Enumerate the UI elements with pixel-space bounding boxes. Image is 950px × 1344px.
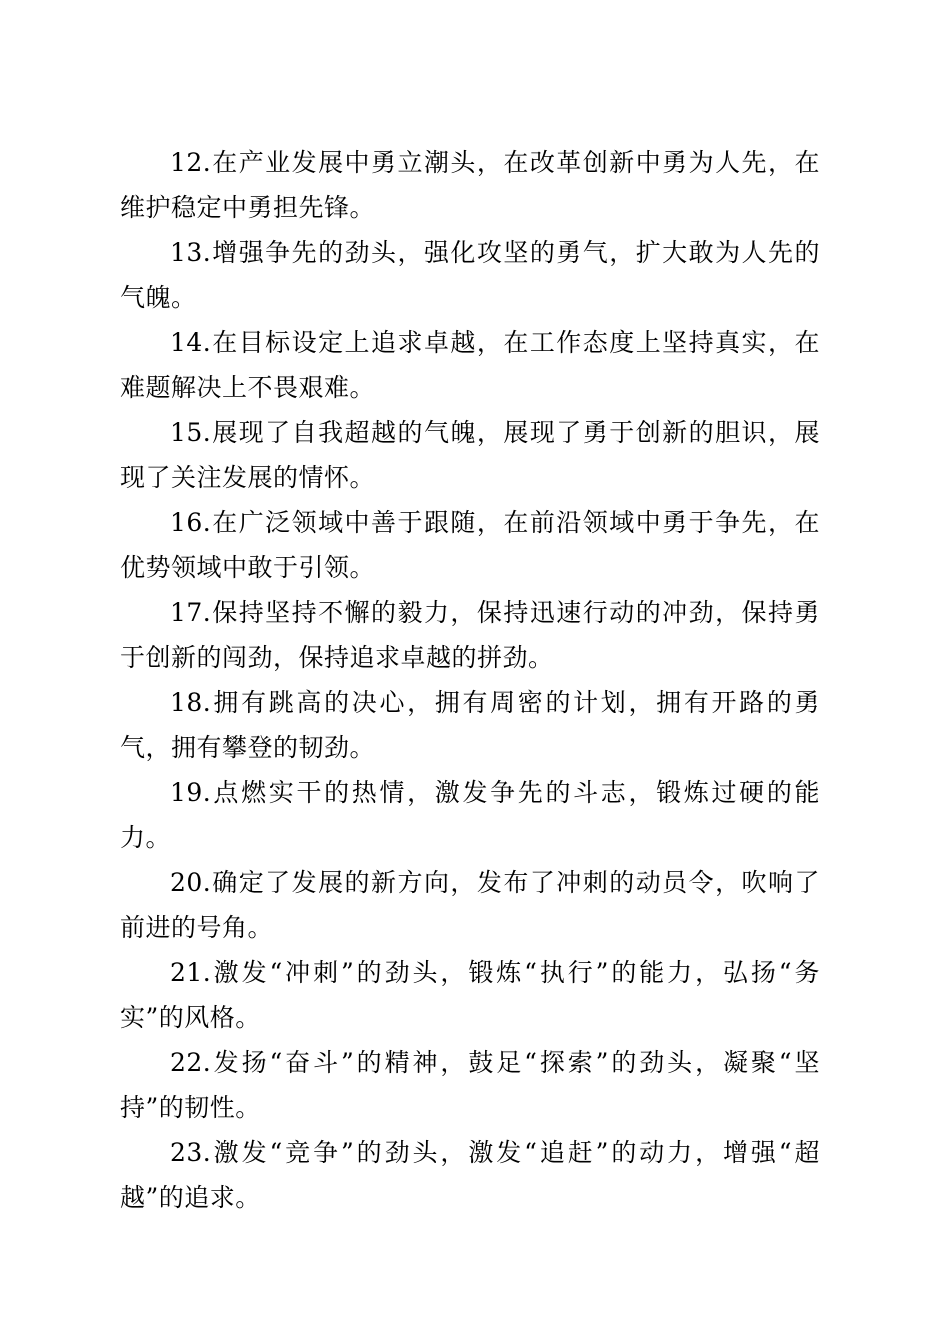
paragraph-19: 19.点燃实干的热情，激发争先的斗志，锻炼过硬的能力。 [120, 778, 820, 852]
paragraph-13: 13.增强争先的劲头，强化攻坚的勇气，扩大敢为人先的气魄。 [120, 238, 820, 312]
paragraph-21: 21.激发“冲刺”的劲头，锻炼“执行”的能力，弘扬“务实”的风格。 [120, 958, 820, 1032]
document-page [120, 140, 820, 1220]
paragraph-17: 17.保持坚持不懈的毅力，保持迅速行动的冲劲，保持勇于创新的闯劲，保持追求卓越的拼劲。 [120, 598, 820, 672]
paragraph-18: 18.拥有跳高的决心，拥有周密的计划，拥有开路的勇气，拥有攀登的韧劲。 [120, 688, 820, 762]
paragraph-15: 15.展现了自我超越的气魄，展现了勇于创新的胆识，展现了关注发展的情怀。 [120, 418, 820, 492]
paragraph-16: 16.在广泛领域中善于跟随，在前沿领域中勇于争先，在优势领域中敢于引领。 [120, 508, 820, 582]
paragraph-20: 20.确定了发展的新方向，发布了冲刺的动员令，吹响了前进的号角。 [120, 868, 820, 942]
paragraph-23: 23.激发“竞争”的劲头，激发“追赶”的动力，增强“超越”的追求。 [120, 1138, 820, 1212]
paragraph-12: 12.在产业发展中勇立潮头，在改革创新中勇为人先，在维护稳定中勇担先锋。 [120, 148, 820, 222]
paragraph-22: 22.发扬“奋斗”的精神，鼓足“探索”的劲头，凝聚“坚持”的韧性。 [120, 1048, 820, 1122]
paragraph-14: 14.在目标设定上追求卓越，在工作态度上坚持真实，在难题解决上不畏艰难。 [120, 328, 820, 402]
